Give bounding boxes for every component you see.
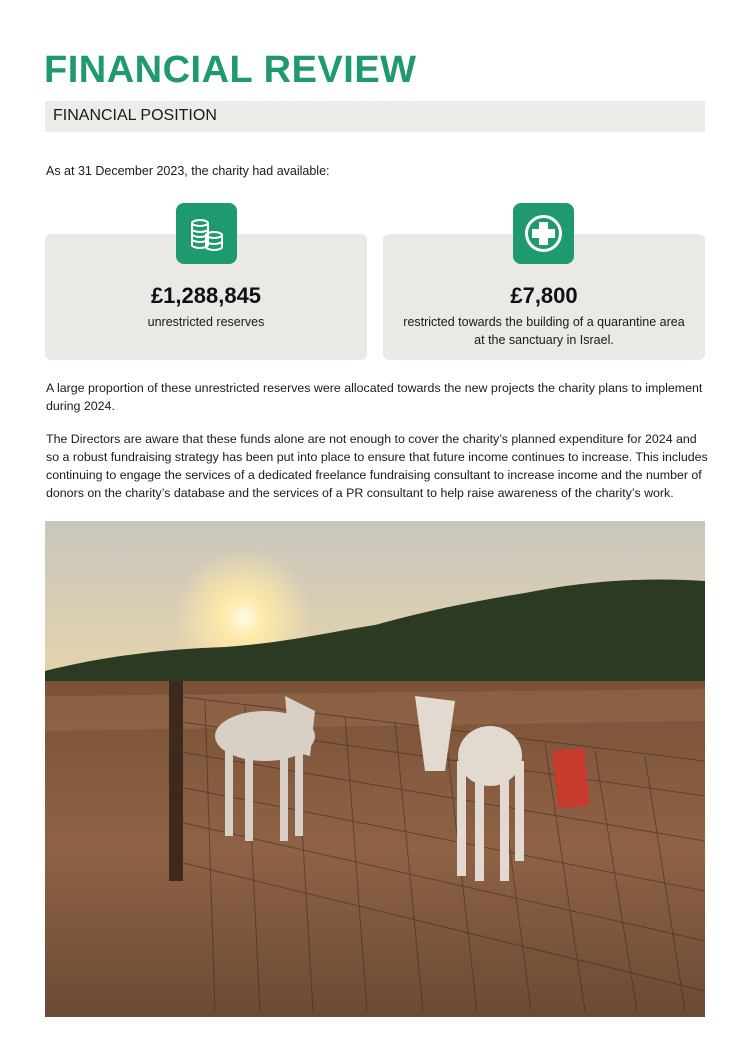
unrestricted-description: unrestricted reserves <box>147 315 265 329</box>
paragraph-fundraising-strategy: The Directors are aware that these funds alone are not enough to cover the charity’s planned expenditure for 2024 and so a robust fundraising strategy has been put into place to ensure that future income continues to increase. This includes continuing to engage the services of a dedicated freelance fundraising consultant to increase income and the number of donors on the charity’s database and the services of a PR consultant to help raise awareness of the charity’s work. <box>46 432 708 500</box>
donkeys-sunset-photo <box>45 521 705 1017</box>
intro-text: As at 31 December 2023, the charity had available: <box>46 164 330 178</box>
unrestricted-amount: £1,288,845 <box>150 283 262 308</box>
paragraph-reserves-allocation: A large proportion of these unrestricted reserves were allocated towards the new projects the charity plans to implement during 2024. <box>46 381 703 413</box>
medical-cross-icon <box>513 203 574 264</box>
section-heading: FINANCIAL POSITION <box>53 107 217 124</box>
restricted-description: restricted towards the building of a quarantine area at the sanctuary in Israel. <box>403 315 685 347</box>
page-title: FINANCIAL REVIEW <box>44 49 417 91</box>
restricted-amount: £7,800 <box>510 283 578 308</box>
coins-stack-icon <box>176 203 237 264</box>
section-heading-bar <box>45 101 705 132</box>
